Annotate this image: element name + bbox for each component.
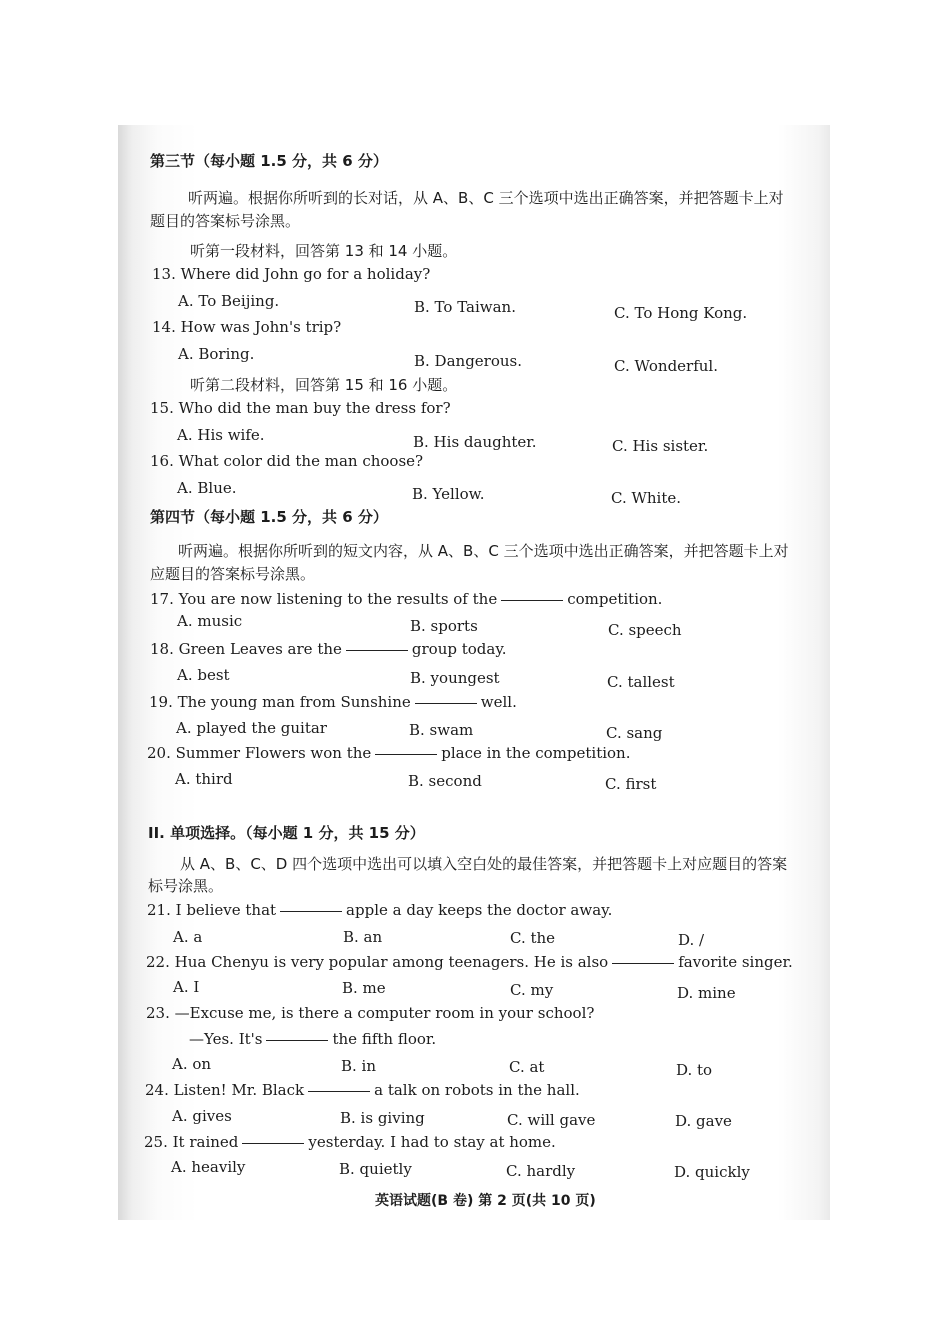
q19-option-a: A. played the guitar <box>176 719 327 737</box>
q23-option-b: B. in <box>341 1057 377 1075</box>
q25-text-before: 25. It rained <box>144 1133 239 1151</box>
q18-text-after: group today. <box>411 640 507 658</box>
q19-text-after: well. <box>480 693 517 711</box>
question-22 <box>146 953 793 971</box>
q24-text-after: a talk on robots in the hall. <box>374 1081 580 1099</box>
q21-option-a: A. a <box>173 928 203 946</box>
question-16: 16. What color did the man choose? <box>150 452 424 470</box>
question-15: 15. Who did the man buy the dress for? <box>150 399 451 417</box>
q20-option-a: A. third <box>175 770 233 788</box>
q15-option-c: C. His sister. <box>612 437 709 455</box>
q25-option-c: C. hardly <box>506 1162 576 1180</box>
q25-option-b: B. quietly <box>339 1160 412 1178</box>
q25-option-a: A. heavily <box>171 1158 246 1176</box>
q19-option-b: B. swam <box>409 721 474 739</box>
q18-option-a: A. best <box>177 666 230 684</box>
q22-option-c: C. my <box>510 981 554 999</box>
question-17 <box>150 590 662 608</box>
question-18 <box>150 640 507 658</box>
question-14: 14. How was John's trip? <box>152 318 342 336</box>
q20-blank <box>375 754 437 755</box>
q16-option-a: A. Blue. <box>177 479 237 497</box>
section3-material2: 听第二段材料，回答第 15 和 16 小题。 <box>190 376 458 394</box>
q23-option-d: D. to <box>676 1061 713 1079</box>
section3-instruction-line1: 听两遍。根据你所听到的长对话，从 A、B、C 三个选项中选出正确答案，并把答题卡上对 <box>188 189 784 207</box>
q15-option-a: A. His wife. <box>177 426 265 444</box>
section4-instruction-line1: 听两遍。根据你所听到的短文内容，从 A、B、C 三个选项中选出正确答案，并把答题卡上对 <box>178 542 789 560</box>
q16-option-b: B. Yellow. <box>412 485 485 503</box>
section3-title: 第三节（每小题 1.5 分，共 6 分） <box>150 152 388 170</box>
q18-option-c: C. tallest <box>607 673 675 691</box>
q22-blank <box>612 963 674 964</box>
question-20 <box>147 744 630 762</box>
q25-text-after: yesterday. I had to stay at home. <box>308 1133 556 1151</box>
q19-blank <box>415 703 477 704</box>
question-25 <box>144 1133 556 1151</box>
part2-instruction-line2: 标号涂黑。 <box>148 877 224 895</box>
q25-option-d: D. quickly <box>674 1163 750 1181</box>
q21-text-after: apple a day keeps the doctor away. <box>346 901 613 919</box>
page-footer: 英语试题(B 卷) 第 2 页(共 10 页) <box>375 1193 596 1209</box>
question-21 <box>147 901 612 919</box>
q22-text-before: 22. Hua Chenyu is very popular among teenagers. He is also <box>146 953 609 971</box>
q24-option-c: C. will gave <box>507 1111 596 1129</box>
q17-text-after: competition. <box>567 590 663 608</box>
section3-instruction-line2: 题目的答案标号涂黑。 <box>150 212 301 230</box>
q18-option-b: B. youngest <box>410 669 500 687</box>
q24-blank <box>308 1091 370 1092</box>
q22-option-b: B. me <box>342 979 386 997</box>
q17-option-c: C. speech <box>608 621 682 639</box>
q20-text-before: 20. Summer Flowers won the <box>147 744 372 762</box>
q16-option-c: C. White. <box>611 489 682 507</box>
q20-text-after: place in the competition. <box>441 744 631 762</box>
q22-text-after: favorite singer. <box>678 953 793 971</box>
q23-text-after: the fifth floor. <box>332 1030 437 1048</box>
q15-option-b: B. His daughter. <box>413 433 537 451</box>
q17-text-before: 17. You are now listening to the results of the <box>150 590 498 608</box>
q17-option-a: A. music <box>177 612 243 630</box>
q17-blank <box>501 600 563 601</box>
q21-option-c: C. the <box>510 929 556 947</box>
q24-option-b: B. is giving <box>340 1109 425 1127</box>
question-23-line1: 23. —Excuse me, is there a computer room in your school? <box>146 1004 595 1022</box>
part2-title: II. 单项选择。（每小题 1 分，共 15 分） <box>148 824 425 842</box>
q19-option-c: C. sang <box>606 724 663 742</box>
q23-blank <box>266 1040 328 1041</box>
question-13: 13. Where did John go for a holiday? <box>152 265 431 283</box>
q21-text-before: 21. I believe that <box>147 901 277 919</box>
q20-option-b: B. second <box>408 772 482 790</box>
q23-text-before: —Yes. It's <box>189 1030 263 1048</box>
part2-instruction-line1: 从 A、B、C、D 四个选项中选出可以填入空白处的最佳答案，并把答题卡上对应题目的答案 <box>180 855 788 873</box>
q21-blank <box>280 911 342 912</box>
q17-option-b: B. sports <box>410 617 478 635</box>
q22-option-d: D. mine <box>677 984 736 1002</box>
q25-blank <box>242 1143 304 1144</box>
q14-option-a: A. Boring. <box>178 345 255 363</box>
q13-option-a: A. To Beijing. <box>178 292 280 310</box>
q24-option-a: A. gives <box>172 1107 232 1125</box>
section4-title: 第四节（每小题 1.5 分，共 6 分） <box>150 508 388 526</box>
q13-option-c: C. To Hong Kong. <box>614 304 748 322</box>
section3-material1: 听第一段材料，回答第 13 和 14 小题。 <box>190 242 458 260</box>
q14-option-c: C. Wonderful. <box>614 357 718 375</box>
question-19 <box>149 693 517 711</box>
q22-option-a: A. I <box>173 978 200 996</box>
q23-option-c: C. at <box>509 1058 545 1076</box>
question-23-line2 <box>189 1030 436 1048</box>
q24-option-d: D. gave <box>675 1112 732 1130</box>
q18-text-before: 18. Green Leaves are the <box>150 640 342 658</box>
q21-option-b: B. an <box>343 928 383 946</box>
q18-blank <box>346 650 408 651</box>
question-24 <box>145 1081 580 1099</box>
q23-option-a: A. on <box>172 1055 212 1073</box>
section4-instruction-line2: 应题目的答案标号涂黑。 <box>150 565 316 583</box>
q19-text-before: 19. The young man from Sunshine <box>149 693 411 711</box>
q24-text-before: 24. Listen! Mr. Black <box>145 1081 305 1099</box>
q21-option-d: D. / <box>678 931 705 949</box>
q14-option-b: B. Dangerous. <box>414 352 522 370</box>
q13-option-b: B. To Taiwan. <box>414 298 516 316</box>
q20-option-c: C. first <box>605 775 657 793</box>
